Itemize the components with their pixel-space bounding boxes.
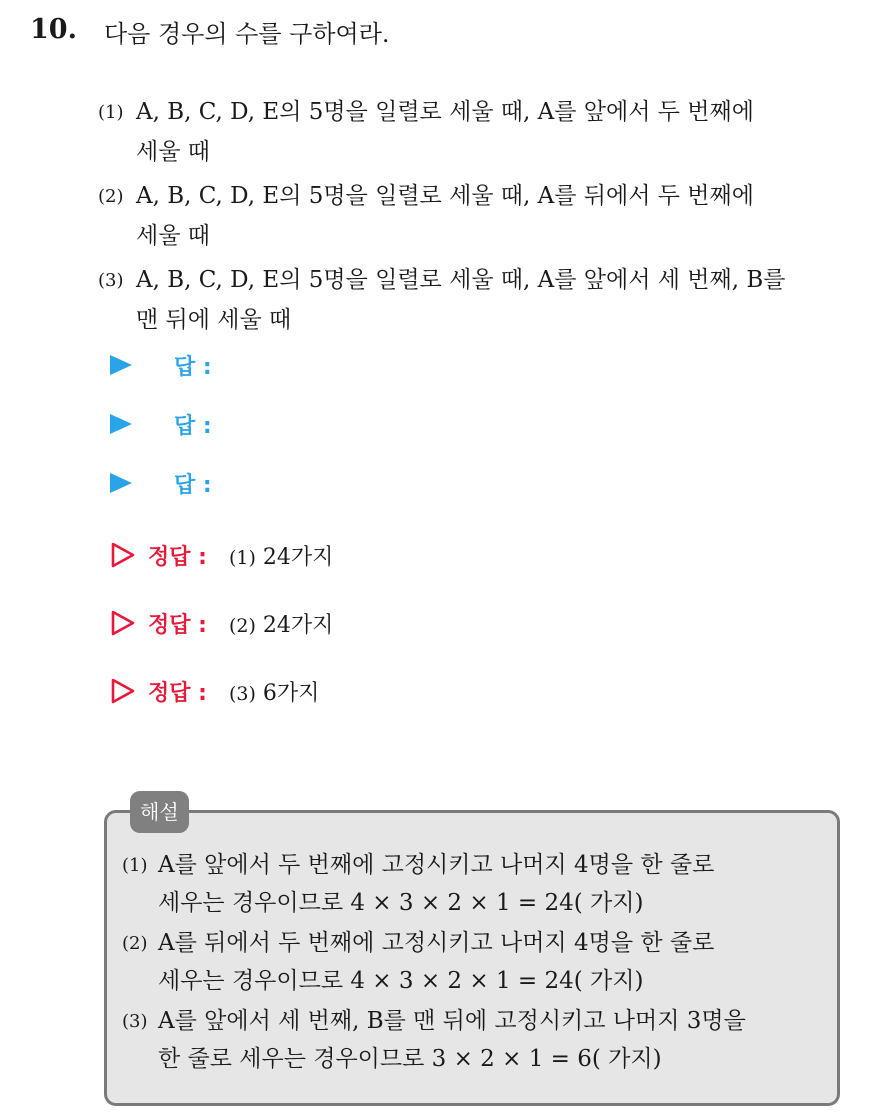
explanation-item-3	[122, 1002, 828, 1078]
part-number: (3)	[98, 270, 124, 291]
play-triangle-icon	[110, 355, 132, 375]
explanation-content	[122, 846, 828, 1080]
explanation-line1: A를 앞에서 두 번째에 고정시키고 나머지 4명을 한 줄로	[158, 852, 715, 878]
part-text-line2: 맨 뒤에 세울 때	[136, 307, 292, 333]
solution-list	[110, 538, 333, 742]
part-number: (1)	[98, 102, 124, 123]
explanation-number: (2)	[122, 933, 148, 954]
answer-label: 답 :	[174, 472, 212, 498]
question-number: 10.	[30, 14, 77, 45]
question-parts	[98, 92, 868, 344]
outline-triangle-icon	[110, 610, 136, 636]
part-text-line1: A, B, C, D, E의 5명을 일렬로 세울 때, A를 앞에서 세 번째, B를	[136, 267, 786, 293]
question-part-1	[98, 92, 868, 172]
explanation-number: (3)	[122, 1011, 148, 1032]
part-text-line2: 세울 때	[136, 139, 210, 165]
answer-fields	[110, 350, 212, 527]
answer-field-1[interactable]	[110, 350, 212, 380]
explanation-line2: 한 줄로 세우는 경우이므로 3 × 2 × 1 = 6( 가지)	[158, 1046, 662, 1072]
question-part-2	[98, 176, 868, 256]
explanation-tag: 해설	[130, 791, 189, 833]
solution-value: 24가지	[262, 544, 334, 570]
solution-number: (3)	[228, 682, 256, 705]
answer-field-3[interactable]	[110, 468, 212, 498]
solution-number: (2)	[228, 614, 256, 637]
explanation-line2: 세우는 경우이므로 4 × 3 × 2 × 1 = 24( 가지)	[158, 968, 644, 994]
explanation-line1: A를 뒤에서 두 번째에 고정시키고 나머지 4명을 한 줄로	[158, 930, 715, 956]
solution-number: (1)	[228, 546, 256, 569]
part-text-line1: A, B, C, D, E의 5명을 일렬로 세울 때, A를 뒤에서 두 번째에	[136, 183, 754, 209]
play-triangle-icon	[110, 414, 132, 434]
solution-value: 6가지	[262, 680, 320, 706]
answer-label: 답 :	[174, 354, 212, 380]
solution-label: 정답 :	[148, 612, 207, 638]
solution-value: 24가지	[262, 612, 334, 638]
question-title: 다음 경우의 수를 구하여라.	[104, 20, 390, 48]
explanation-item-2	[122, 924, 828, 1000]
explanation-line2: 세우는 경우이므로 4 × 3 × 2 × 1 = 24( 가지)	[158, 890, 644, 916]
solution-label: 정답 :	[148, 680, 207, 706]
solution-row-3	[110, 674, 333, 708]
part-text-line2: 세울 때	[136, 223, 210, 249]
solution-row-2	[110, 606, 333, 640]
question-part-3	[98, 260, 868, 340]
play-triangle-icon	[110, 473, 132, 493]
answer-field-2[interactable]	[110, 409, 212, 439]
explanation-line1: A를 앞에서 세 번째, B를 맨 뒤에 고정시키고 나머지 3명을	[158, 1008, 746, 1034]
solution-label: 정답 :	[148, 544, 207, 570]
explanation-item-1	[122, 846, 828, 922]
outline-triangle-icon	[110, 542, 136, 568]
part-text-line1: A, B, C, D, E의 5명을 일렬로 세울 때, A를 앞에서 두 번째에	[136, 99, 754, 125]
outline-triangle-icon	[110, 678, 136, 704]
answer-label: 답 :	[174, 413, 212, 439]
explanation-number: (1)	[122, 855, 148, 876]
part-number: (2)	[98, 186, 124, 207]
solution-row-1	[110, 538, 333, 572]
